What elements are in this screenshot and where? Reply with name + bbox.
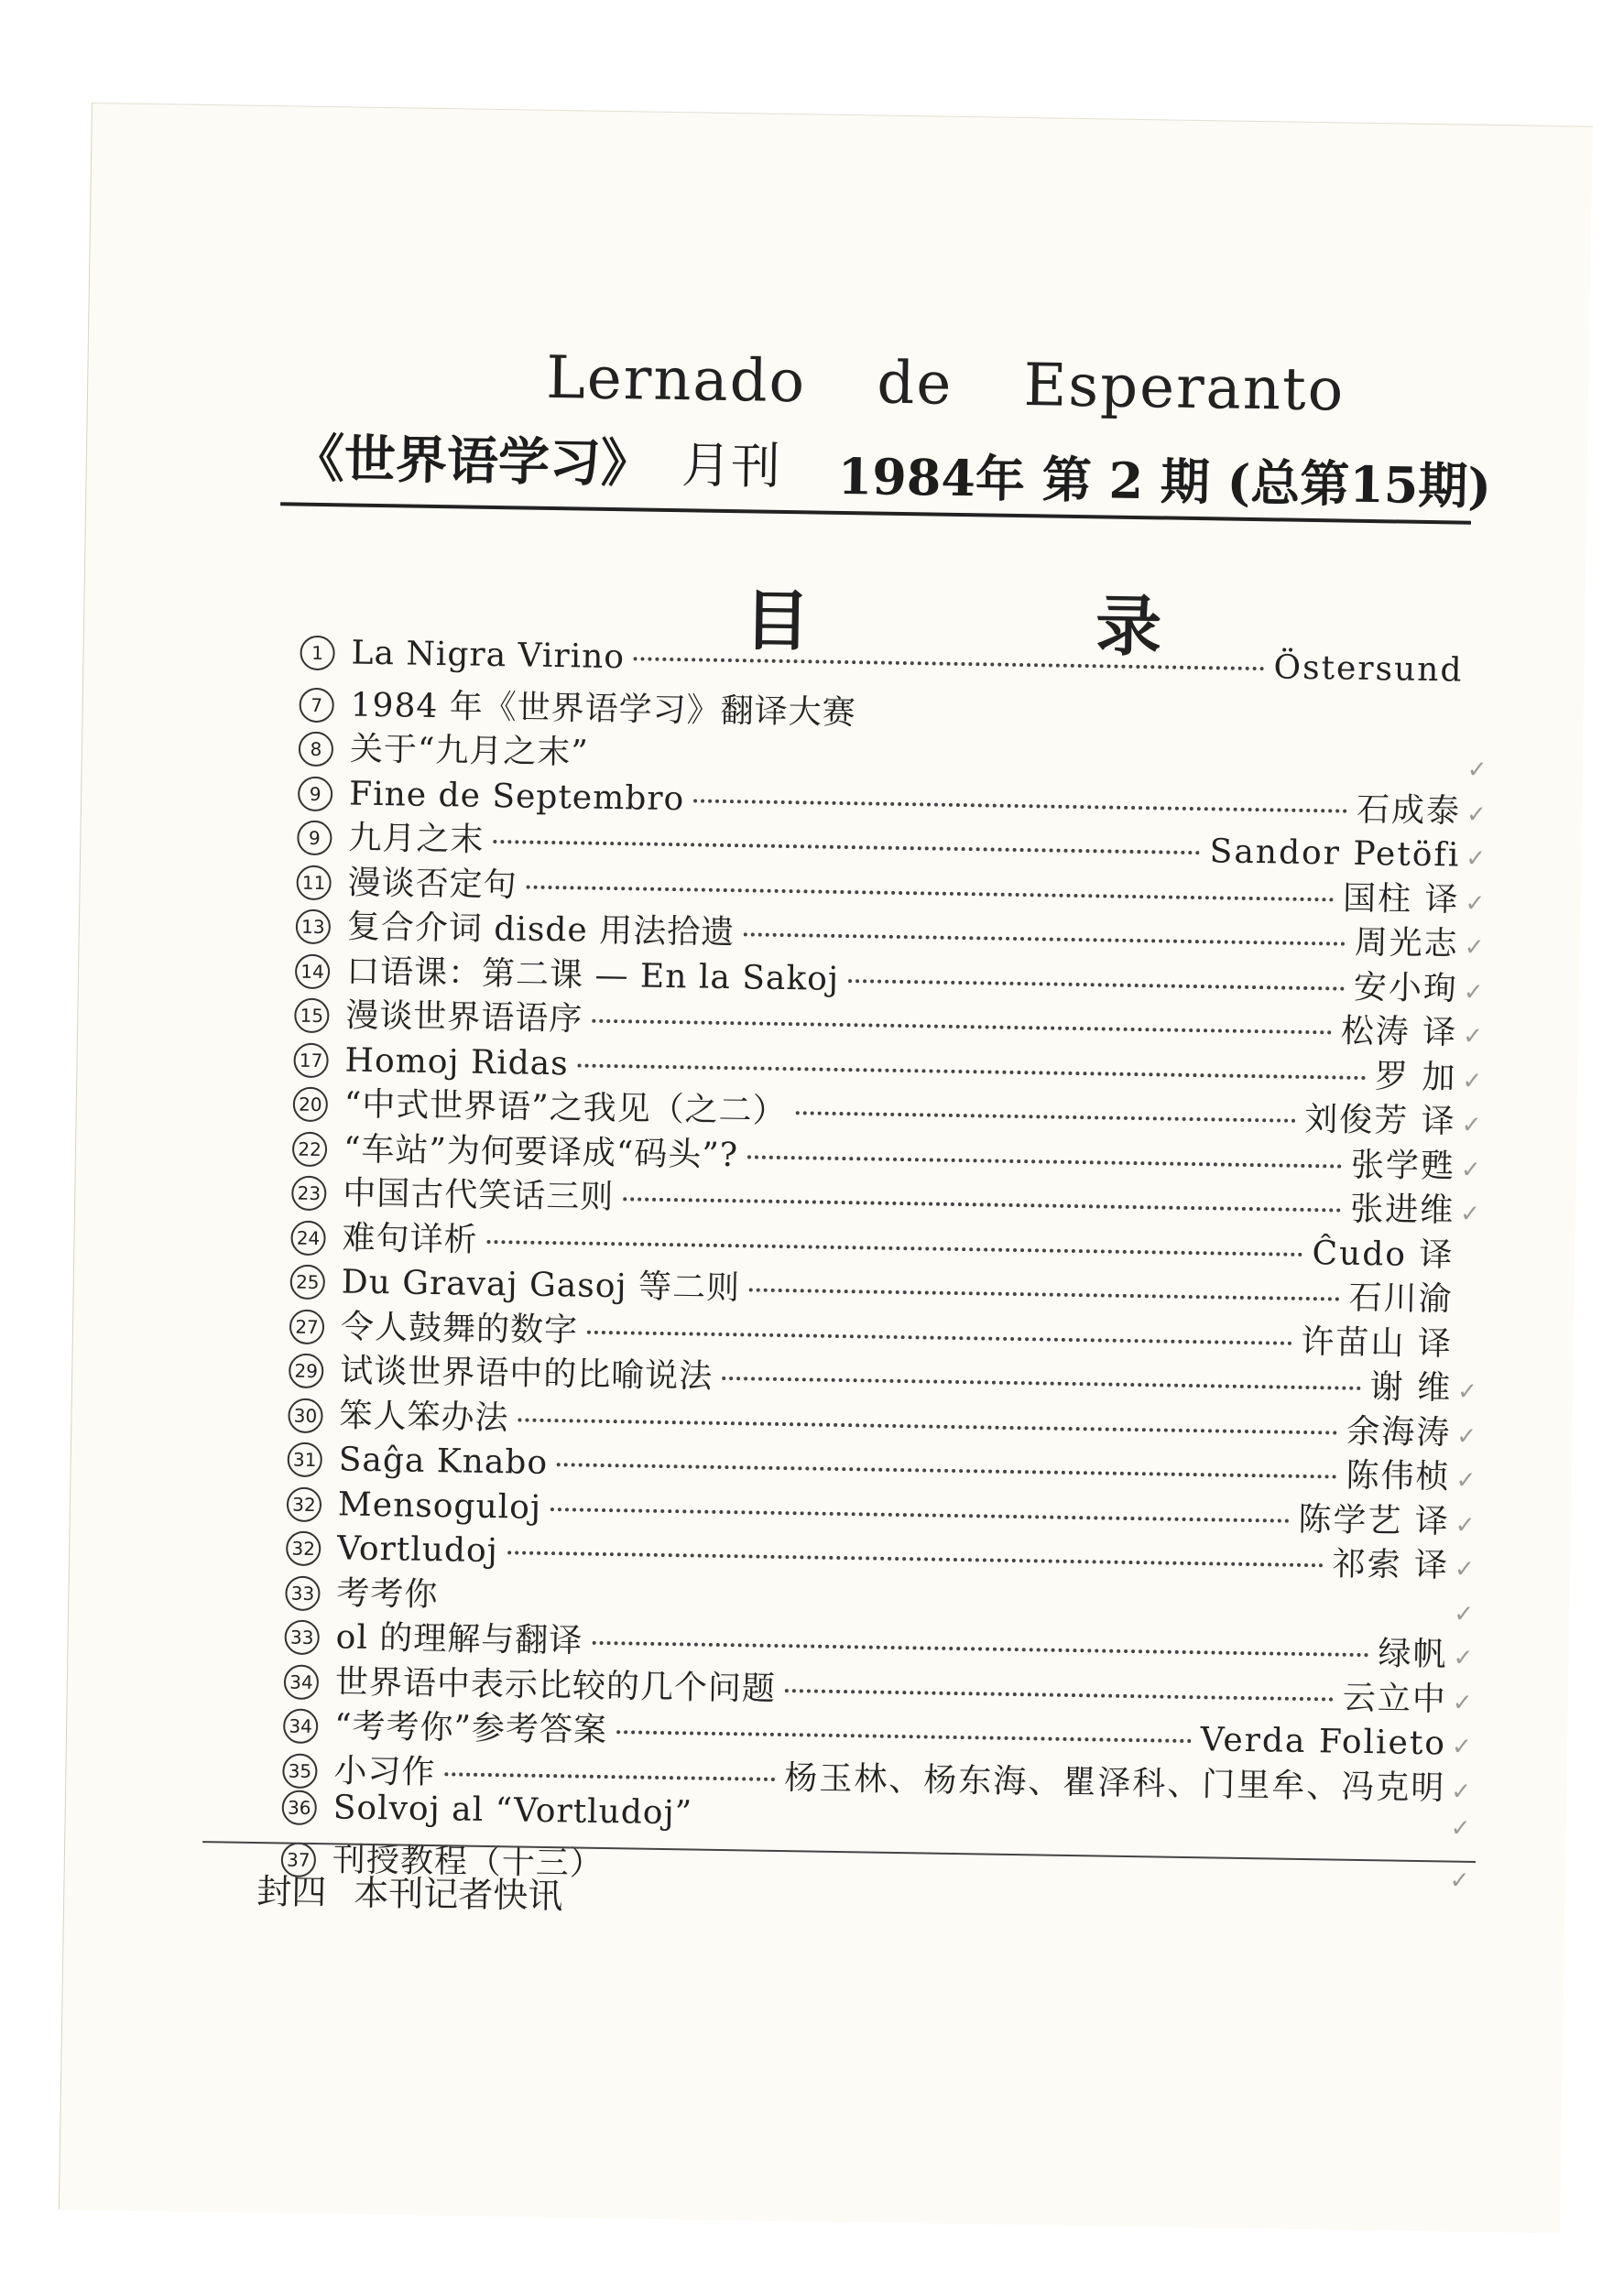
entry-author: 陈学艺 译 — [1298, 1500, 1451, 1540]
pencil-check-mark: ✓ — [1450, 1778, 1472, 1806]
entry-author: 杨玉林、杨东海、瞿泽科、门里牟、冯克明 — [784, 1758, 1446, 1807]
pencil-check-mark: ✓ — [1450, 1814, 1471, 1843]
pencil-check-mark — [1459, 1266, 1490, 1267]
page-number-circle: 9 — [298, 776, 333, 811]
pencil-check-mark: ✓ — [1462, 1022, 1484, 1050]
pencil-check-mark: ✓ — [1465, 844, 1487, 874]
leader-dots — [493, 840, 1200, 854]
leader-dots — [587, 1330, 1291, 1344]
row-spacer — [604, 1875, 1444, 1888]
leader-dots — [578, 1063, 1366, 1080]
leader-dots — [722, 1377, 1361, 1390]
page-number-circle: 8 — [299, 732, 334, 767]
page-number-circle: 33 — [284, 1620, 320, 1656]
leader-dots — [557, 1463, 1337, 1478]
entry-author: 云立中 — [1342, 1679, 1448, 1718]
page-number-circle: 30 — [288, 1398, 323, 1433]
page-number-circle: 1 — [300, 636, 335, 671]
leader-dots — [747, 1155, 1342, 1168]
leader-dots — [796, 1111, 1296, 1123]
page-number-circle: 29 — [289, 1354, 324, 1389]
entry-author: 张进维 — [1349, 1190, 1455, 1230]
entry-title: Homoj Ridas — [344, 1040, 569, 1083]
pencil-check-mark: ✓ — [1466, 756, 1488, 785]
leader-dots — [518, 1418, 1337, 1434]
page-number-circle: 35 — [282, 1753, 318, 1789]
entry-title: ol 的理解与翻译 — [335, 1618, 583, 1660]
back-cover-text: 本刊记者快讯 — [354, 1872, 563, 1917]
leader-dots — [623, 1197, 1341, 1212]
pencil-check-mark: ✓ — [1461, 1111, 1482, 1139]
entry-author: 安小珣 — [1353, 968, 1459, 1008]
pencil-check-mark — [1467, 733, 1498, 734]
entry-author: 松涛 译 — [1340, 1012, 1458, 1052]
page-number-circle: 25 — [290, 1265, 326, 1300]
pencil-check-mark: ✓ — [1459, 1200, 1481, 1228]
page-number-circle: 32 — [286, 1531, 321, 1567]
entry-title: 漫谈否定句 — [347, 864, 518, 904]
pencil-check-mark: ✓ — [1460, 1156, 1481, 1184]
pencil-check-mark: ✓ — [1456, 1422, 1477, 1451]
pencil-check-mark: ✓ — [1465, 889, 1486, 918]
pencil-check-mark: ✓ — [1466, 800, 1488, 829]
entry-author: 祁索 译 — [1332, 1545, 1450, 1585]
pencil-check-mark: ✓ — [1452, 1689, 1473, 1717]
entry-title: 难句详析 — [342, 1218, 478, 1259]
entry-title: 1984 年《世界语学习》翻译大赛 — [350, 686, 857, 732]
leader-dots — [693, 799, 1347, 812]
entry-title: La Nigra Virino — [351, 634, 626, 677]
leader-dots — [444, 1772, 775, 1781]
pencil-check-mark: ✓ — [1451, 1733, 1473, 1761]
entry-author: Verda Folieto — [1200, 1721, 1447, 1763]
entry-author: 张学甦 — [1350, 1146, 1456, 1186]
page-number-circle: 24 — [290, 1220, 326, 1256]
page-number-circle: 13 — [296, 909, 332, 945]
leader-dots — [550, 1507, 1289, 1523]
entry-title: 口语课：第二课 — En la Sakoj — [345, 952, 840, 998]
entry-title: 九月之末 — [348, 819, 485, 859]
entry-title: 复合介词 disde 用法拾遗 — [346, 908, 736, 952]
page-number-circle: 9 — [297, 821, 332, 856]
page-number-circle: 36 — [281, 1790, 317, 1825]
entry-title: 试谈世界语中的比喻说法 — [339, 1352, 714, 1396]
leader-dots — [785, 1689, 1334, 1701]
page-number-circle: 27 — [289, 1309, 325, 1344]
entry-title: “中式世界语”之我见（之二） — [343, 1085, 787, 1131]
page-number-circle: 20 — [293, 1087, 329, 1123]
entry-title: 令人鼓舞的数字 — [340, 1307, 579, 1350]
entry-author: Sandor Petöfi — [1209, 832, 1461, 875]
pencil-check-mark: ✓ — [1456, 1377, 1478, 1406]
monthly-label: 月刊 — [681, 436, 781, 495]
entry-author: 国柱 译 — [1342, 879, 1460, 919]
leader-dots — [487, 1239, 1303, 1256]
page-number-circle: 23 — [291, 1176, 327, 1212]
entry-title: 刊授教程（十三） — [332, 1840, 605, 1883]
entry-author: Ĉudo 译 — [1312, 1234, 1455, 1275]
page-number-circle: 34 — [284, 1664, 320, 1700]
pencil-check-mark — [1468, 681, 1499, 682]
pencil-check-mark: ✓ — [1454, 1555, 1476, 1583]
back-cover-note — [256, 1863, 563, 1918]
page-number-circle: 37 — [281, 1842, 317, 1877]
journal-title-latin: Lernado de Esperanto — [545, 343, 1346, 425]
leader-dots — [527, 885, 1334, 901]
entry-author: 罗 加 — [1374, 1057, 1457, 1097]
entry-title: Fine de Septembro — [348, 775, 685, 818]
leader-dots — [592, 1019, 1331, 1035]
entry-title: Solvoj al “Vortludoj” — [332, 1789, 693, 1833]
row-spacer — [856, 724, 1463, 733]
entry-author: 余海涛 — [1346, 1412, 1452, 1452]
leader-dots — [616, 1730, 1192, 1743]
back-cover-label: 封四 — [256, 1871, 327, 1913]
entry-author: 周光志 — [1354, 923, 1460, 963]
entry-author: 许苗山 译 — [1301, 1322, 1454, 1364]
pencil-check-mark: ✓ — [1449, 1866, 1470, 1895]
pencil-check-mark: ✓ — [1464, 933, 1485, 962]
leader-dots — [507, 1551, 1324, 1567]
entry-author: 陈伟桢 — [1346, 1456, 1451, 1496]
entry-author: 刘俊芳 译 — [1303, 1100, 1457, 1141]
page-number-circle: 17 — [293, 1042, 329, 1078]
page-number-circle: 15 — [294, 998, 330, 1034]
pencil-check-mark: ✓ — [1462, 1067, 1483, 1095]
page-number-circle: 7 — [299, 687, 334, 723]
issue-info: 1984年 第 2 期 (总第15期) — [837, 446, 1492, 517]
entry-title: 中国古代笑话三则 — [343, 1174, 615, 1217]
leader-dots — [749, 1288, 1340, 1300]
entry-author: Östersund — [1273, 648, 1464, 690]
leader-dots — [592, 1641, 1368, 1657]
page-number-circle: 11 — [296, 865, 332, 900]
journal-page — [59, 103, 1593, 2233]
table-of-contents — [281, 634, 1500, 1896]
entry-title: 考考你 — [336, 1573, 439, 1614]
pencil-check-mark: ✓ — [1453, 1644, 1474, 1672]
entry-title: 漫谈世界语语序 — [345, 996, 583, 1039]
entry-author: 绿帆 — [1378, 1635, 1448, 1674]
entry-title: Mensoguloj — [337, 1485, 542, 1527]
page-number-circle: 14 — [295, 953, 331, 989]
pencil-check-mark: ✓ — [1463, 978, 1484, 1007]
entry-title: “考考你”参考答案 — [333, 1707, 608, 1750]
page-number-circle: 22 — [292, 1131, 328, 1167]
leader-dots — [744, 932, 1346, 945]
leader-dots — [848, 979, 1345, 991]
pencil-check-mark: ✓ — [1454, 1600, 1475, 1628]
entry-title: Du Gravaj Gasoj 等二则 — [341, 1263, 741, 1308]
entry-title: 小习作 — [333, 1751, 436, 1791]
entry-title: 笨人笨办法 — [339, 1396, 509, 1437]
entry-author: 谢 维 — [1369, 1368, 1453, 1408]
row-spacer — [692, 1824, 1445, 1836]
page-number-circle: 33 — [285, 1575, 321, 1611]
page-number-circle: 31 — [287, 1442, 322, 1478]
entry-title: “车站”为何要译成“码头”? — [343, 1129, 739, 1174]
leader-dots — [634, 657, 1265, 670]
journal-title-chinese — [292, 419, 780, 499]
toc-heading: 目 录 — [743, 581, 1272, 668]
entry-title: 关于“九月之末” — [349, 730, 590, 772]
page-number-circle: 34 — [283, 1709, 319, 1745]
entry-author: 石川渝 — [1348, 1279, 1454, 1319]
pencil-check-mark: ✓ — [1455, 1466, 1477, 1495]
entry-author: 石成泰 — [1356, 790, 1462, 831]
page-number-circle: 32 — [287, 1486, 322, 1522]
entry-title: Saĝa Knabo — [338, 1441, 549, 1483]
entry-title: 世界语中表示比较的几个问题 — [334, 1662, 777, 1708]
pencil-check-mark: ✓ — [1455, 1511, 1476, 1540]
entry-title: Vortludoj — [336, 1529, 499, 1571]
journal-name: 《世界语学习》 — [292, 428, 653, 495]
